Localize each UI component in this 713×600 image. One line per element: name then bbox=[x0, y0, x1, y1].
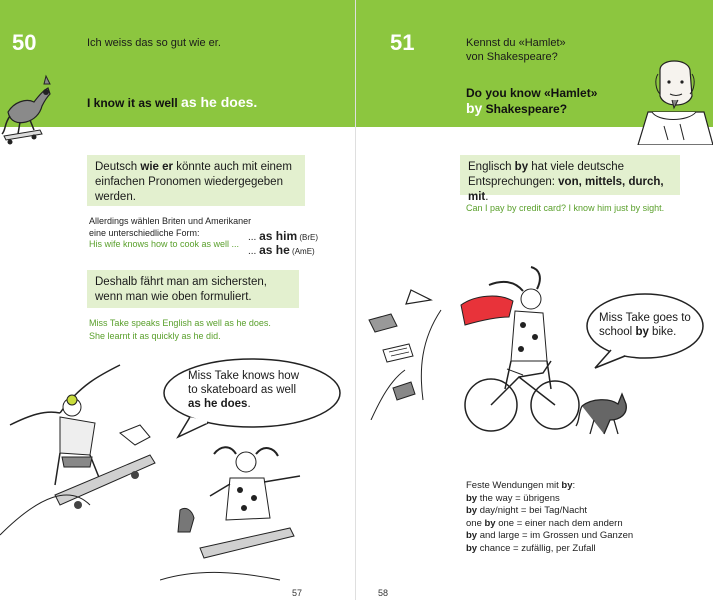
recommendation-box: Deshalb fährt man am sichersten, wenn man wie oben formuliert. bbox=[87, 270, 299, 308]
example-2: She learnt it as quickly as he did. bbox=[89, 331, 221, 341]
german-sentence: Ich weiss das so gut wie er. bbox=[87, 37, 221, 49]
note-box: Englisch by hat viele deutsche Entsprechungen: von, mittels, durch, mit. bbox=[460, 155, 680, 195]
english-sentence: I know it as well as he does. bbox=[87, 94, 258, 110]
shakespeare-portrait-illustration bbox=[634, 50, 713, 145]
example-cook: His wife knows how to cook as well ... bbox=[89, 239, 240, 249]
german-sentence: Kennst du «Hamlet» von Shakespeare? bbox=[466, 37, 566, 63]
lesson-number: 50 bbox=[12, 30, 37, 55]
page-57 bbox=[0, 0, 356, 600]
phrase-item: by and large = im Grossen und Ganzen bbox=[466, 530, 634, 542]
speech-bubble-text: Miss Take knows how to skateboard as well as he does. bbox=[188, 370, 299, 410]
page-number: 58 bbox=[378, 588, 389, 598]
fixed-phrases-list bbox=[466, 493, 633, 555]
page-number: 57 bbox=[292, 588, 303, 598]
example-1: Miss Take speaks English as well as he does. bbox=[89, 318, 271, 328]
cyclist-girl-illustration bbox=[451, 265, 581, 450]
example-by: Can I pay by credit card? I know him just by sight. bbox=[466, 203, 665, 213]
lesson-number: 51 bbox=[390, 30, 415, 55]
cat-skateboard-illustration bbox=[0, 72, 70, 157]
skater-boy-illustration bbox=[0, 345, 180, 545]
phrase-item: one by one = einer nach dem andern bbox=[466, 517, 623, 529]
variant-forms: ... as him (BrE) ... as he (AmE) bbox=[248, 229, 319, 257]
english-highlight: by bbox=[466, 100, 483, 116]
page-58 bbox=[356, 0, 713, 600]
phrase-item: by the way = übrigens bbox=[466, 493, 560, 504]
note-box: Deutsch wie er könnte auch mit einem einfachen Pronomen wiedergegeben werden. bbox=[87, 155, 305, 206]
phrase-item: by chance = zufällig, per Zufall bbox=[466, 542, 596, 554]
english-highlight: as he does. bbox=[181, 94, 258, 110]
english-sentence: Do you know «Hamlet» by Shakespeare? bbox=[466, 86, 598, 116]
skater-girl-illustration bbox=[160, 440, 340, 590]
phrase-item: by day/night = bei Tag/Nacht bbox=[466, 505, 588, 517]
fixed-phrases-title: Feste Wendungen mit by: bbox=[466, 480, 576, 491]
speech-bubble-text: Miss Take goes to school by bike. bbox=[599, 312, 691, 338]
usage-note: Allerdings wählen Briten und Amerikaner eine unterschiedliche Form: bbox=[89, 216, 252, 238]
walking-cat-illustration bbox=[574, 380, 634, 438]
